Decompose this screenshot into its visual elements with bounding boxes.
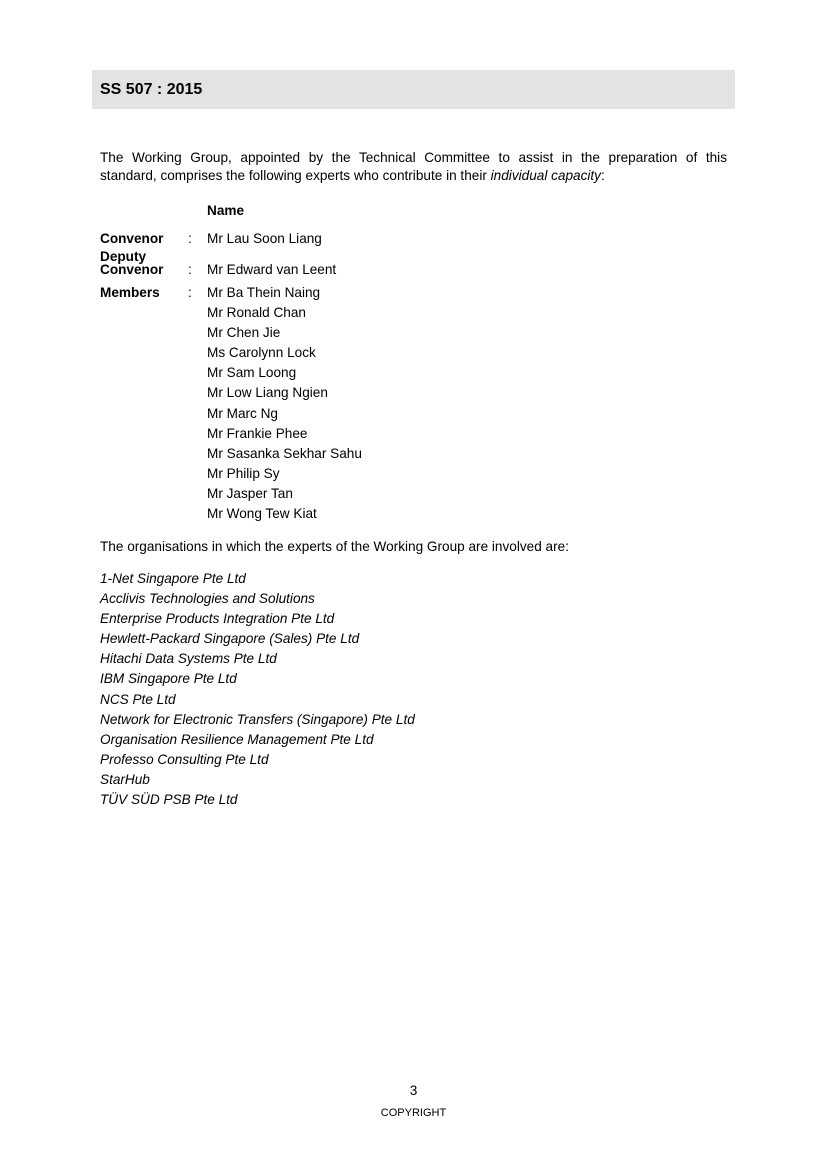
member-name: Mr Ba Thein Naing bbox=[207, 285, 321, 300]
standard-number: SS 507 : 2015 bbox=[100, 81, 203, 98]
member-name: Mr Philip Sy bbox=[207, 465, 280, 481]
intro-line-2-end: : bbox=[600, 168, 605, 183]
organisation-item: Professo Consulting Pte Ltd bbox=[100, 751, 269, 767]
intro-line-2 bbox=[100, 167, 727, 185]
deputy-convenor-label-line-2: Convenor bbox=[100, 262, 164, 277]
member-name: Mr Sam Loong bbox=[207, 365, 297, 381]
organisation-item: Enterprise Products Integration Pte Ltd bbox=[100, 611, 335, 627]
convenor-label: Convenor bbox=[100, 231, 164, 246]
member-name: Mr Ronald Chan bbox=[207, 305, 306, 321]
organisations-intro: The organisations in which the experts of the Working Group are involved are: bbox=[100, 539, 569, 554]
organisation-item: Hewlett-Packard Singapore (Sales) Pte Ltd bbox=[100, 631, 360, 647]
intro-line-2-text: standard, comprises the following experts who contribute in their bbox=[100, 168, 491, 183]
organisation-item: Organisation Resilience Management Pte Ltd bbox=[100, 731, 374, 747]
organisation-item: NCS Pte Ltd bbox=[100, 691, 176, 707]
members-separator: : bbox=[188, 285, 192, 300]
organisations-list bbox=[100, 570, 415, 811]
deputy-convenor-name: Mr Edward van Leent bbox=[207, 262, 337, 277]
members-list bbox=[207, 284, 362, 525]
organisation-item: Hitachi Data Systems Pte Ltd bbox=[100, 651, 277, 667]
intro-line-1: The Working Group, appointed by the Technical Committee to assist in the preparation of this bbox=[100, 150, 727, 165]
intro-emphasis: individual capacity bbox=[490, 168, 601, 183]
member-name: Mr Marc Ng bbox=[207, 405, 278, 421]
page-number: 3 bbox=[409, 1083, 418, 1098]
organisation-item: TÜV SÜD PSB Pte Ltd bbox=[100, 792, 238, 808]
member-name: Mr Frankie Phee bbox=[207, 425, 308, 441]
name-column-heading: Name bbox=[207, 203, 245, 218]
organisation-item: StarHub bbox=[100, 771, 150, 787]
intro-paragraph bbox=[100, 149, 727, 185]
members-label: Members bbox=[100, 285, 160, 300]
deputy-convenor-separator: : bbox=[188, 262, 192, 277]
copyright-notice: COPYRIGHT bbox=[380, 1107, 447, 1119]
document-header-band bbox=[92, 70, 735, 109]
member-name: Mr Jasper Tan bbox=[207, 485, 293, 501]
organisation-item: 1-Net Singapore Pte Ltd bbox=[100, 571, 246, 586]
member-name: Mr Low Liang Ngien bbox=[207, 385, 328, 401]
member-name: Ms Carolynn Lock bbox=[207, 345, 316, 361]
convenor-name: Mr Lau Soon Liang bbox=[207, 231, 322, 246]
member-name: Mr Chen Jie bbox=[207, 325, 281, 341]
deputy-convenor-label-line-1: Deputy bbox=[100, 249, 147, 264]
member-name: Mr Wong Tew Kiat bbox=[207, 506, 317, 522]
member-name: Mr Sasanka Sekhar Sahu bbox=[207, 445, 362, 461]
convenor-separator: : bbox=[188, 231, 192, 246]
organisation-item: IBM Singapore Pte Ltd bbox=[100, 671, 237, 687]
organisation-item: Network for Electronic Transfers (Singapore) Pte Ltd bbox=[100, 711, 415, 727]
organisation-item: Acclivis Technologies and Solutions bbox=[100, 591, 315, 607]
